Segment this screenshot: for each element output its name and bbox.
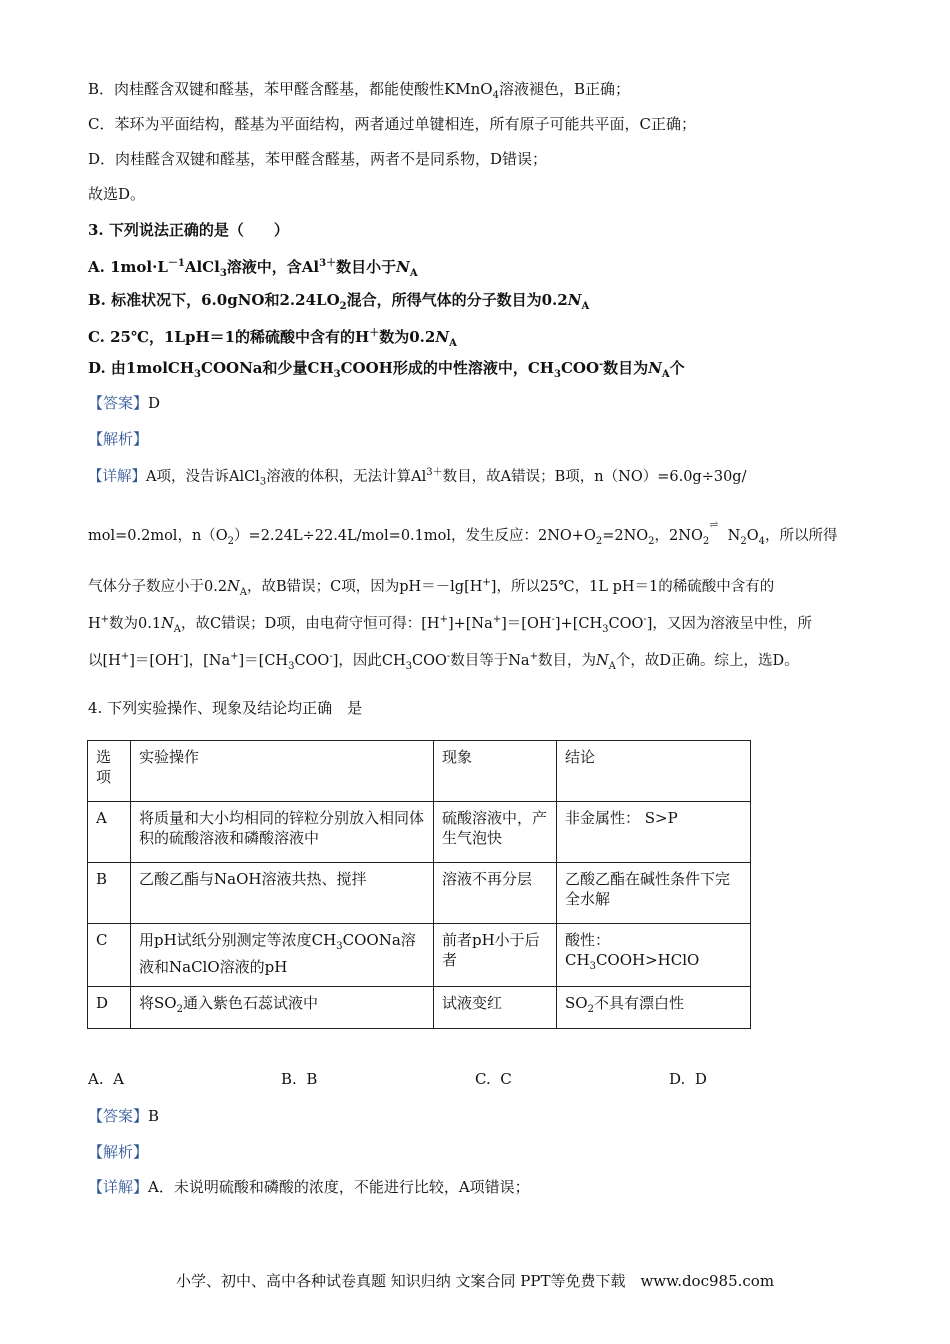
q3-analysis-label: 【解析】 [88,430,149,448]
q4-answer: 【答案】B [88,1107,160,1125]
table-header-row [88,741,751,802]
q3-detail-line-4: H+数为$0.1N_A$，故C错误；D项，由电荷守恒可得：$[H^+]+[Na^+]=[OH^-]+[CH_3COO^-]$，又因为溶液呈中性，所 [88,614,812,635]
q3-option-b: B. 标准状况下，6.0gNO和$2.24LO_2$混合，所得气体的分子数目为$0.2N_A$ [88,291,590,312]
q3-detail-line-1: 【详解】A项，没告诉AlCl$_3$溶液的体积，无法计算$Al^{3+}$数目，故A错误；B项，n（NO）=6.0g÷30g/ [88,467,747,488]
q3-detail-line-2: mol=0.2mol，$n(O_2)=2.24L\div 22.4L/mol=0.1mol$，发生反应：$2NO+O_2=2NO_2$，$2NO_2^\rightleftharpoons$ $N_2O_4$，所以所得 [88,518,838,547]
table-header: 选项 [88,741,131,802]
table-cell: $SO_2$不具有漂白性 [557,987,751,1029]
q4-detail: 【详解】A．未说明硫酸和磷酸的浓度，不能进行比较，A项错误； [88,1178,530,1196]
page-footer: 小学、初中、高中各种试卷真题 知识归纳 文案合同 PPT等免费下载 www.doc985.com [175,1272,775,1290]
q3-answer: 【答案】D [88,394,161,412]
table-cell: 酸性：$CH_3COOH>HClO$ [557,924,751,987]
table-cell: 乙酸乙酯与NaOH溶液共热、搅拌 [131,863,434,924]
table-row [88,924,751,987]
q4-stem: 4. 下列实验操作、现象及结论均正确 是 [88,699,363,717]
explain-conclusion: 故选D。 [88,185,146,203]
table-cell: 前者pH小于后者 [434,924,557,987]
table-cell: 试液变红 [434,987,557,1029]
explain-line-b: B．肉桂醛含双键和醛基，苯甲醛含醛基，都能使酸性KMnO$_4$溶液褪色，B正确； [88,80,630,101]
q4-option-d: D. D [669,1070,707,1088]
table-cell: 溶液不再分层 [434,863,557,924]
q4-option-a: A. A [88,1070,124,1088]
q4-analysis-label: 【解析】 [88,1143,149,1161]
table-row [88,802,751,863]
table-cell: A [88,802,131,863]
table-cell: 用pH试纸分别测定等浓度$CH_3COONa$溶液和NaClO溶液的pH [131,924,434,987]
table-cell: 乙酸乙酯在碱性条件下完全水解 [557,863,751,924]
table-cell: D [88,987,131,1029]
q3-detail-line-3: 气体分子数应小于$0.2N_A$，故B错误；C项，因为pH＝－lg[H+]，所以25℃，1L pH＝1的稀硫酸中含有的 [88,577,775,598]
q3-option-c: C. 25℃，1LpH＝1的稀硫酸中含有的H＋数为$0.2N_A$ [88,328,457,349]
q3-option-d: D. 由1molCH$_3$COONa和少量$CH_3COOH$形成的中性溶液中，$CH_3COO^-$数目为$N_A$个 [88,359,685,380]
q3-option-a: A. $1mol\cdot L^{-1}AlCl_3$溶液中，含$Al^{3+}$数目小于$N_A$ [88,258,418,279]
table-header: 实验操作 [131,741,434,802]
table-cell: 硫酸溶液中，产生气泡快 [434,802,557,863]
q4-option-c: C. C [475,1070,512,1088]
q3-stem: 3. 下列说法正确的是（ ） [88,221,289,239]
equilibrium-arrow-icon: ⇌ [709,518,719,531]
table-cell: 非金属性： S>P [557,802,751,863]
table-row [88,987,751,1029]
experiment-table [87,740,751,1029]
q3-detail-line-5: 以[H+]＝[OH-]，$[Na^+]=[CH_3COO^-]$，因此$CH_3COO^-$数目等于Na+数目，为$N_A$个，故D正确。综上，选D。 [88,651,799,672]
explain-line-c: C．苯环为平面结构，醛基为平面结构，两者通过单键相连，所有原子可能共平面，C正确； [88,115,696,133]
table-cell: 将$SO_2$通入紫色石蕊试液中 [131,987,434,1029]
table-header: 结论 [557,741,751,802]
table-row [88,863,751,924]
table-cell: B [88,863,131,924]
table-cell: 将质量和大小均相同的锌粒分别放入相同体积的硫酸溶液和磷酸溶液中 [131,802,434,863]
table-cell: C [88,924,131,987]
table-header: 现象 [434,741,557,802]
explain-line-d: D．肉桂醛含双键和醛基，苯甲醛含醛基，两者不是同系物，D错误； [88,150,548,168]
q4-option-b: B. B [281,1070,318,1088]
